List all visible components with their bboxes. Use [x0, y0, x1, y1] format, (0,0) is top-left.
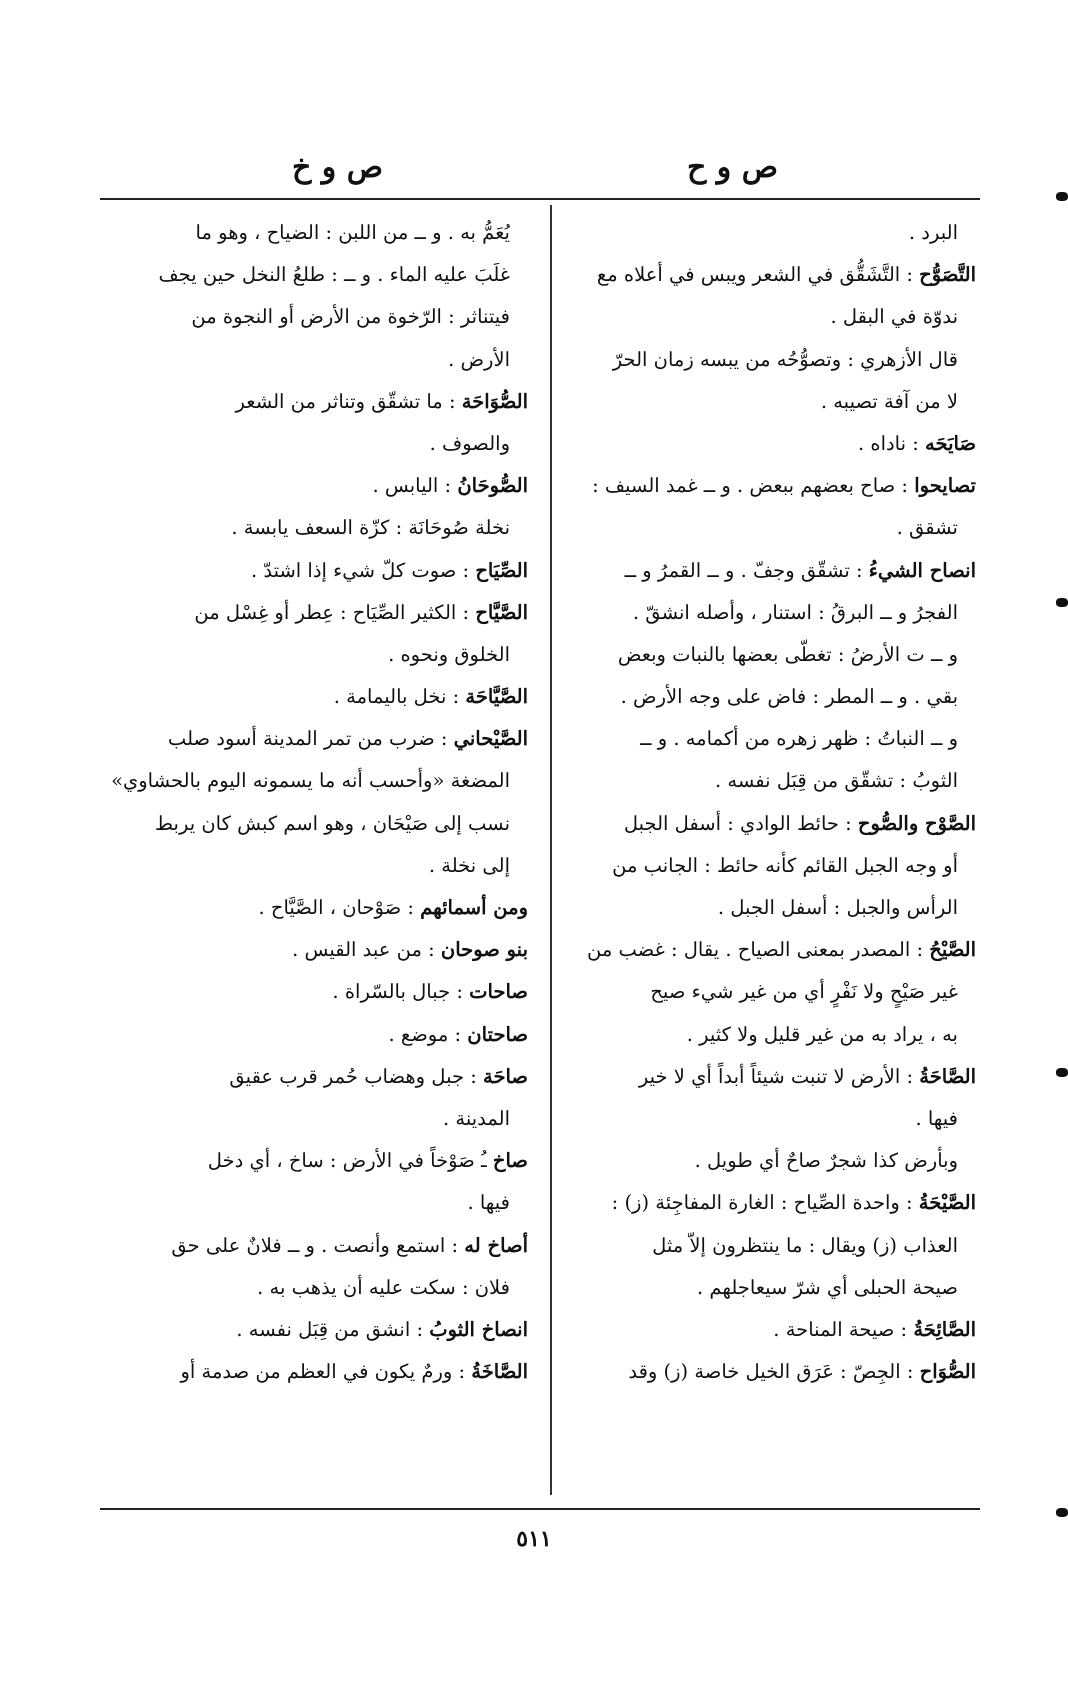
text-line — [96, 423, 528, 465]
text-line — [96, 634, 528, 676]
text-line — [96, 339, 528, 381]
text-line — [96, 212, 528, 254]
definition-text: والصوف . — [429, 431, 510, 455]
text-line — [556, 1309, 976, 1351]
text-line — [556, 423, 976, 465]
text-line — [96, 887, 528, 929]
definition-text: : تشقّق وجفّ . و ــ القمرُ و ــ — [624, 558, 869, 582]
text-line — [96, 676, 528, 718]
definition-text: : صيحة المناحة . — [773, 1317, 914, 1341]
definition-text: يُعَمُّ به . و ــ من اللبن : الضياح ، وهو ما — [195, 221, 510, 244]
definition-text: : التَّشَقُّق في الشعر ويبس في أعلاه مع — [596, 263, 920, 287]
text-line — [96, 929, 528, 971]
margin-mark — [1056, 192, 1068, 201]
definition-text: : ورمٌ يكون في العظم من صدمة أو — [180, 1360, 472, 1384]
text-line — [96, 507, 528, 549]
text-line — [556, 592, 976, 634]
definition-text: البرد . — [908, 221, 958, 244]
definition-text: : صَوْحان ، الصَّيَّاح . — [258, 896, 421, 919]
text-line — [556, 381, 976, 423]
definition-text: غلَبَ عليه الماء . و ــ : طلعُ النخل حين يجف — [158, 263, 510, 287]
definition-text: : استمع وأنصت . و ــ فلانٌ على حق — [171, 1233, 465, 1257]
text-line — [556, 339, 976, 381]
definition-text: الأرض . — [448, 347, 510, 371]
text-line — [556, 1098, 976, 1140]
definition-text: الثوبُ : تشقّق من قِبَل نفسه . — [715, 769, 958, 793]
definition-text: به ، يراد به من غير قليل ولا كثير . — [686, 1022, 958, 1046]
text-line — [96, 971, 528, 1013]
definition-text: : الجِصّ : عَرَق الخيل خاصة (ز) وقد — [628, 1360, 920, 1384]
headword: صاحَة — [482, 1064, 528, 1088]
definition-text: فيها . — [467, 1191, 510, 1215]
definition-text: : صاح بعضهم ببعض . و ــ غمد السيف : — [592, 474, 915, 498]
definition-text: غير صَيْحٍ ولا نَفْرٍ أي من غير شيء صيح — [650, 980, 958, 1004]
text-line — [96, 1267, 528, 1309]
definition-text: تشقق . — [896, 516, 958, 540]
definition-text: ندوّة في البقل . — [830, 305, 958, 329]
text-line — [96, 254, 528, 296]
text-line — [96, 1225, 528, 1267]
text-line — [556, 1225, 976, 1267]
headword: ومن أسمائهم — [420, 896, 528, 919]
headword: الصَّاحَةُ — [919, 1064, 976, 1088]
text-line — [96, 1014, 528, 1056]
text-line — [96, 1056, 528, 1098]
definition-text: فيها . — [915, 1106, 958, 1130]
definition-text: قال الأزهري : وتصوُّحُه من يبسه زمان الحرّ — [612, 347, 958, 371]
definition-text: : الأرض لا تنبت شيئاً أبداً أي لا خير — [638, 1064, 920, 1088]
column-separator — [550, 205, 552, 1495]
definition-text: فلان : سكت عليه أن يذهب به . — [257, 1275, 510, 1299]
definition-text: إلى نخلة . — [428, 853, 510, 877]
running-header-right: ص و ح — [686, 150, 778, 185]
definition-text: : انشق من قِبَل نفسه . — [236, 1317, 430, 1341]
definition-text: بقي . و ــ المطر : فاض على وجه الأرض . — [620, 685, 958, 709]
headword: صاخ — [492, 1149, 528, 1173]
definition-text: وبأرض كذا شجرٌ صاحٌ أي طويل . — [694, 1149, 958, 1173]
margin-mark — [1056, 598, 1068, 607]
text-line — [556, 634, 976, 676]
definition-text: الخلوق ونحوه . — [388, 642, 510, 666]
text-line — [96, 760, 528, 802]
definition-text: و ــ النباتُ : ظهر زهره من أكمامه . و ــ — [640, 727, 958, 751]
headword: الصَّيْحَةُ — [918, 1191, 976, 1215]
definition-text: : ضرب من تمر المدينة أسود صلب — [167, 727, 454, 751]
text-line — [96, 845, 528, 887]
definition-text: : واحدة الصِّياح : الغارة المفاجِئة (ز) : — [611, 1191, 919, 1215]
headword: صَايَحَه — [925, 431, 976, 455]
text-line — [96, 1309, 528, 1351]
definition-text: المدينة . — [442, 1106, 510, 1130]
text-line — [96, 465, 528, 507]
headword: الصَّيَّاح — [475, 600, 528, 624]
definition-text: : الكثير الصِّيَاح : عِطر أو غِسْل من — [194, 600, 476, 624]
text-line — [556, 803, 976, 845]
running-header-left: ص و خ — [291, 150, 383, 185]
definition-text: : المصدر بمعنى الصياح . يقال : غضب من — [587, 938, 930, 962]
text-line — [556, 550, 976, 592]
definition-text: الرأس والجبل : أسفل الجبل . — [717, 896, 958, 919]
text-line — [96, 1140, 528, 1182]
headword: الصَّيْحاني — [453, 727, 528, 751]
text-line — [556, 971, 976, 1013]
headword: انصاخ الثوبُ — [429, 1317, 528, 1341]
text-line — [96, 550, 528, 592]
definition-text: صيحة الحبلى أي شرّ سيعاجلهم . — [696, 1275, 958, 1299]
definition-text: : ما تشقّق وتناثر من الشعر — [235, 389, 462, 413]
headword: الصَّيْحُ — [929, 938, 976, 962]
headword: انصاح الشيءُ — [868, 558, 976, 582]
definition-text: ـُ صَوْخاً في الأرض : ساخ ، أي دخل — [207, 1149, 493, 1173]
definition-text: : صوت كلّ شيء إذا اشتدّ . — [250, 558, 476, 582]
text-line — [556, 1182, 976, 1224]
text-line — [556, 929, 976, 971]
definition-text: : من عبد القيس . — [292, 938, 441, 962]
text-line — [96, 296, 528, 338]
headword: أصاخ له — [464, 1233, 528, 1257]
left-column — [96, 212, 528, 1393]
text-line — [96, 718, 528, 760]
definition-text: : جبال بالسّراة . — [332, 980, 470, 1004]
text-line — [556, 1014, 976, 1056]
text-line — [556, 845, 976, 887]
text-line — [556, 212, 976, 254]
definition-text: : موضع . — [388, 1022, 468, 1046]
headword: الصَّاخَةُ — [471, 1360, 528, 1384]
headword: التَّصَوُّح — [919, 263, 976, 287]
headword: الصَّائِحَةُ — [913, 1317, 976, 1341]
definition-text: نخلة صُوحَانَة : كزّة السعف يابسة . — [231, 516, 510, 540]
text-line — [96, 381, 528, 423]
headword: بنو صوحان — [440, 938, 528, 962]
definition-text: : ناداه . — [857, 431, 926, 455]
definition-text: الفجرُ و ــ البرقُ : استنار ، وأصله انشقّ . — [632, 600, 958, 624]
bottom-rule — [100, 1508, 980, 1510]
page-number: ٥١١ — [516, 1526, 552, 1552]
text-line — [556, 1056, 976, 1098]
definition-text: العذاب (ز) ويقال : ما ينتظرون إلاّ مثل — [652, 1233, 958, 1257]
right-column — [556, 212, 976, 1393]
headword: صاحات — [469, 980, 528, 1004]
text-line — [96, 1182, 528, 1224]
definition-text: : نخل باليمامة . — [333, 685, 466, 709]
definition-text: : جبل وهضاب حُمر قرب عقيق — [229, 1064, 483, 1088]
text-line — [556, 1140, 976, 1182]
definition-text: لا من آفة تصيبه . — [820, 389, 958, 413]
text-line — [556, 507, 976, 549]
definition-text: أو وجه الجبل القائم كأنه حائط : الجانب من — [612, 853, 958, 877]
text-line — [556, 676, 976, 718]
text-line — [556, 296, 976, 338]
definition-text: : حائط الوادي : أسفل الجبل — [623, 811, 858, 835]
definition-text: فيتناثر : الرّخوة من الأرض أو النجوة من — [191, 305, 510, 329]
headword: الصَّيَّاحَة — [465, 685, 528, 709]
text-line — [556, 887, 976, 929]
top-rule — [100, 198, 980, 200]
headword: الصُّوَاحَة — [461, 389, 528, 413]
margin-mark — [1056, 1068, 1068, 1077]
text-line — [96, 1098, 528, 1140]
text-line — [556, 718, 976, 760]
text-line — [96, 592, 528, 634]
headword: صاحتان — [467, 1022, 528, 1046]
definition-text: : اليابس . — [372, 474, 458, 498]
headword: الصُّوحَانُ — [457, 474, 528, 498]
headword: الصِّيَاح — [475, 558, 528, 582]
text-line — [556, 465, 976, 507]
text-line — [96, 1351, 528, 1393]
headword: تصايحوا — [914, 474, 976, 498]
text-line — [556, 760, 976, 802]
text-line — [96, 803, 528, 845]
definition-text: نسب إلى صَيْحَان ، وهو اسم كبش كان يربط — [155, 811, 510, 835]
definition-text: و ــ ت الأرضُ : تغطّى بعضها بالنبات وبعض — [617, 642, 958, 666]
text-line — [556, 254, 976, 296]
headword: الصُّوَاح — [919, 1360, 976, 1384]
definition-text: المضغة «وأحسب أنه ما يسمونه اليوم بالحشاوي» — [111, 769, 510, 793]
margin-mark — [1056, 1508, 1068, 1517]
text-line — [556, 1267, 976, 1309]
headword: الصَّوْح والصُّوح — [857, 811, 976, 835]
text-line — [556, 1351, 976, 1393]
